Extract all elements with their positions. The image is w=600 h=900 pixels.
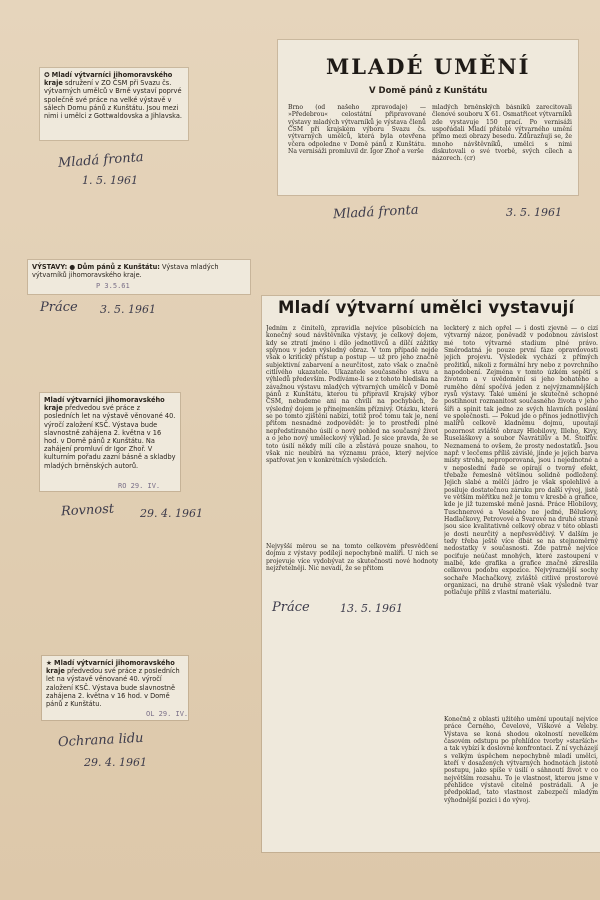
source-date: 29. 4. 1961 — [84, 756, 147, 769]
source-label: Rovnost — [60, 501, 115, 520]
article-column-2-continued: Konečně z oblasti užitého umění upoutají nejvíce práce Černého, Čevelové, Víškové a Veleby. Výstava se koná shodou okolností nevelkém časovém odstupu po přehlídce tvorby »starších« a tak vybízí k doslovné konfrontaci. Z ní vycházejí s velkým úspěchem nepochybně mladí umělci, kteří v dosažených výtvarných hodnotách jistotě postupu, jako spíše v úsilí o sáhnoutí život v co největším rozsahu. To je vlastnost, kterou jsme v přehlídce výstavě citelně postrádali. A je předpoklad, tato vlastnost zabezpečí mladým výhodnější pozici i do vývoj. — [444, 716, 598, 804]
clipping-body: sdružení v ZO ČSM při Svazu čs. výtvarných umělců v Brně vystaví poprvé společně své práce na velké výstavě v sálech Domu pánů z Kunštátu. Jsou mezi nimi i umělci z Gottwaldovska a Jihlavska. — [44, 79, 183, 121]
clipping-rovnost — [40, 393, 180, 491]
section-label: VÝSTAVY: — [32, 263, 68, 271]
article-title: Mladí výtvarní umělci vystavují — [278, 298, 575, 317]
clipping-prace-vystavy — [28, 260, 250, 294]
source-date: 3. 5. 1961 — [506, 206, 562, 219]
article-column-2: leckterý z nich opřel — i dosti zjevně — o cizí výtvarný názor, poněvadž v podobnou závislost mé toto výtvarné stadium plné právo. Směrodatná je pouze první fáze opravdovosti jejich projevu. Výsledek vychází z přímých prožitků, nikoli z formální hry nebo z povrchního napodobení. Zejména v tomto úzkém sepětí s životem a v uvědomění si jeho bohatého a ruměho dění spočívá jeden z nejvýznamnějších rysů výstavy. Také umění je skutečně schopné postihnout rozmanitost současného života v jeho šíři a spinit tak jedno ze svých hlavních poslání ve společnosti. — Pokud jde o přínos jednotlivých malířů celkově kladnému dojmu, upoutají pozornost zvláště obrazy Hlobilovy, Illeho, Kivy, Ruseláškovy a soubor Navrátilův a M. Štolfův. Neznamená to ovšem, že prosty nedostatků. Jsou např. v lecčems příliš závislé, jinde je jejich barva místy strohá, neproporovaná, jsou i nejednotné a v neposlední řadě se opírají o tvorný efekt, třebaže řemeslně většinou solidně podložený. Jejich slabé a mělčí jádro je však spolehlivě a posiluje dostatečnou záruku pro další vývoj, jistě ve větším měřítku než je tomu v kresbě a grafice, kde je již tuzemské méně jasná. Práce Hlobilovy, Tuschnerové a Veselého ne jedné, Bělušovy, Hadlačkovy, Petrovové a Švarové na druhé straně jsou sice kvalitativně celkový obraz v této oblasti je dosti neurčitý a nepřesvědčivý. V dalším je tedy třeba ještě více dbát se na stejnoměrný nedostatky v současnosti. Zde patrně nejvíce pociťuje neúčast mnohých, které zastoupení v malbě, kde grafika a grafice značně zkreslila celkovou podobu expozice. Nejvýraznější sochy sochaře Machačkovy, zvláště citlivé prostorové organizaci, na druhé straně však výsledně tvar potlačuje příliš z vlastní materiálu. — [444, 325, 598, 597]
clipping-heading: Mladí výtvarníci jihomoravského kraje — [44, 396, 165, 413]
clipping-body: Výstava mladých výtvarníků jihomoravského kraje. — [32, 263, 219, 280]
marker-icon: ★ — [46, 659, 52, 667]
clipping-heading: Mladí výtvarníci jihomoravského kraje — [44, 71, 173, 88]
article-column-1: Jedním z činitelů, zpravidla nejvíce působících na konečný soud návštěvníka výstavy, je celkový dojem, kdy se ztratí jméno i dílo jednotlivců a dílčí zážitky splynou v jeden výsledný obraz. V tom případě nejde však o kritický přístup a postup — už pro jeho značně subjektivní zabarvení a neurčitost, zato však o značně citlivého ukazatele. Ukazatele současného stavu a výhledů především. Podíváme-li se z tohoto hlediska na závažnou výstavu mladých výtvarných umělců v Domě pánů z Kunštátu, kterou tu připravil Krajský výbor ČSM, nebudeme ani na chvíli na pochybách, že výsledný dojem je přinejmenším příznivý. Otázku, která se po tomto zjištění nabízí, totiž proč tomu tak je, není přitom nesnadné zodpovědět: je to prostředí plné nepředstíraného úsilí o nový pohled na současný život a o jeho nový uměleckový výklad. Je sice pravda, že se toto úsilí někdy mílí cíle a zůstává pouze snahou, to však nic neubírá na významu práce, který nejvíce spatřovat jen v konkrétních výsledcích. — [266, 325, 438, 465]
article-column-1: Brno (od našeho zpravodaje) — »Předebrou« celostátní připravované výstavy mladých výtvarníků je výstava členů ČSM při krajském výboru Svazu čs. výtvarných umělců, která byla otevřena včera odpoledne v Domě pánů z Kunštátu. Na vernisáži promluvil dr. Igor Zhoř a verše — [288, 104, 426, 156]
article-subtitle: V Domě pánů z Kunštátu — [369, 86, 488, 96]
clipping-body: předvedou své práce z posledních let na výstavě věnované 40. výročí založení KSČ. Výstava bude slavnostně zahájena 2. května v 16 hod. v Domě pánů z Kunštátu. — [46, 667, 180, 709]
source-date: 1. 5. 1961 — [82, 174, 138, 187]
source-date: 3. 5. 1961 — [100, 303, 156, 316]
source-date: 29. 4. 1961 — [140, 507, 203, 520]
clipping-heading: Dům pánů z Kunštátu: — [77, 263, 160, 271]
source-label: Mladá fronta — [332, 202, 419, 223]
source-date: 13. 5. 1961 — [340, 602, 403, 615]
clipping-heading: Mladí výtvarníci jihomoravského kraje — [46, 659, 175, 676]
article-column-1-continued: Nejvyšší měrou se na tomto celkovém přesvědčení dojmu z výstavy podílejí nepochybně malíři. U nich se projevuje více vydobývat ze skutečnosti nové hodnoty nejzřetelněji. Nic nevadí, že se přitom — [266, 543, 438, 573]
source-label: Práce — [272, 600, 310, 615]
clipping-stamp: P 3.5.61 — [96, 282, 130, 290]
source-label: Ochrana lidu — [57, 730, 144, 751]
clipping-mlada-fronta-1 — [40, 68, 188, 140]
marker-icon: ● — [69, 263, 76, 271]
clipping-stamp: RO 29. IV. — [118, 482, 161, 490]
clipping-stamp: OL 29. IV. — [146, 710, 189, 718]
source-label: Práce — [40, 300, 78, 315]
source-label: Mladá fronta — [57, 150, 145, 171]
article-title: MLADÉ UMĚNÍ — [326, 54, 531, 79]
marker-icon: ✪ — [44, 71, 50, 79]
clipping-body: předvedou své práce z posledních let na výstavě věnované 40. výročí založení KSČ. Výstava bude slavnostně zahájena 2. května v 16 hod. v Domě pánů z Kunštátu. Na zahájení promluví dr Igor Zhoř. V kulturním pořadu zazní básně a skladby mladých brněnských autorů. — [44, 404, 176, 470]
article-column-2: mladých brněnských básníků zarecitovali členové souboru X 61. Osmatřicet výtvarníků zde vystavuje 150 prací. Po vernisáži uspořádali Mladí přátelé výtvarného umění přímo mezi obrazy besedu. Zdůrazňuji se, že mnoho návštěvníků, umělci s nimi diskutovali o své tvorbě, svých cílech a názorech. (cr) — [432, 104, 572, 163]
